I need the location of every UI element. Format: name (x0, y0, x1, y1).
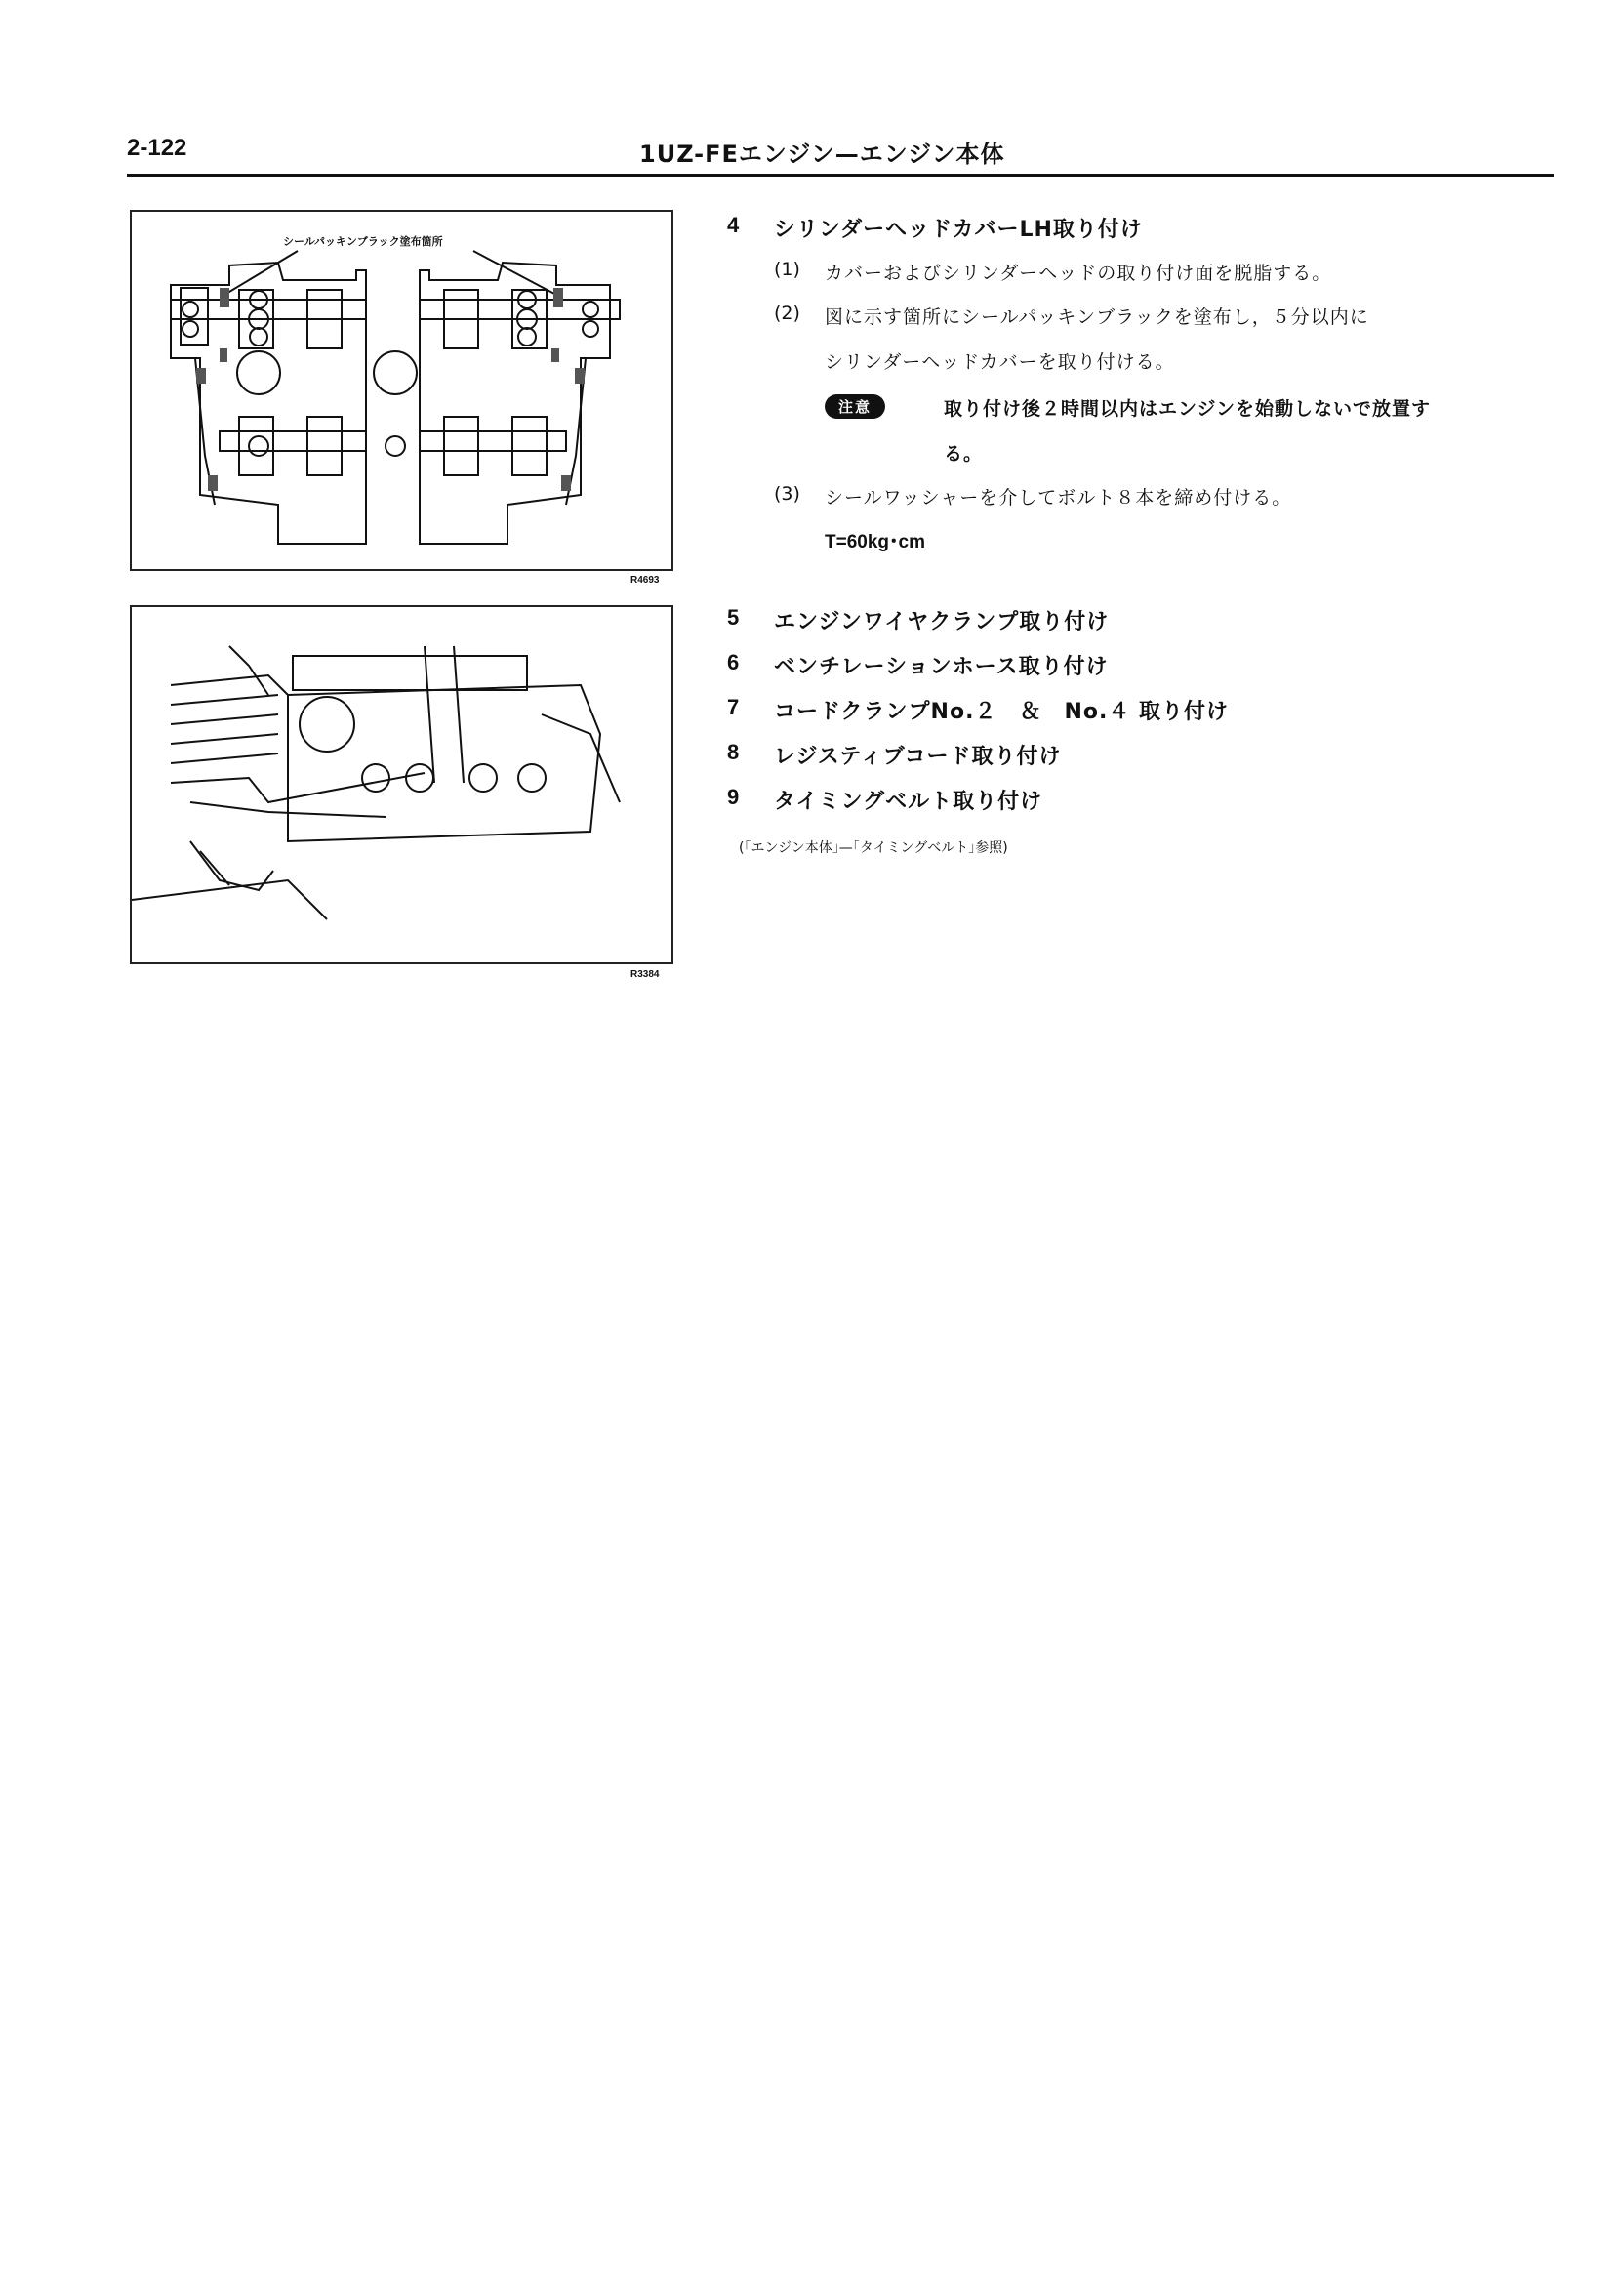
step-title: シリンダーヘッドカバーLH取り付け (774, 218, 1143, 242)
step-title: ベンチレーションホース取り付け (774, 655, 1109, 679)
header-rule (127, 174, 1554, 177)
reference-note: (｢エンジン本体｣—｢タイミングベルト｣参照) (739, 840, 1008, 856)
step-number: 7 (727, 695, 740, 719)
cylinder-head-diagram (132, 212, 671, 569)
engine-top-diagram (132, 607, 671, 962)
step-number: 9 (727, 785, 740, 809)
figure-callout-label: シールパッキンブラック塗布箇所 (283, 235, 443, 248)
step-title: コードクランプNo.２ ＆ No.４ 取り付け (774, 700, 1229, 724)
caution-badge: 注意 (825, 394, 885, 419)
step-number: 5 (727, 605, 740, 630)
caution-text-continued: る。 (944, 443, 984, 465)
page-number: 2-122 (127, 135, 187, 161)
substep-text: 図に示す箇所にシールパッキンブラックを塗布し，５分以内に (825, 306, 1369, 328)
step-title: エンジンワイヤクランプ取り付け (774, 610, 1110, 634)
substep-number: (3) (774, 483, 800, 505)
torque-spec: T=60kg･cm (825, 532, 925, 552)
substep-text: シリンダーヘッドカバーを取り付ける。 (825, 351, 1175, 373)
step-number: 6 (727, 650, 740, 674)
substep-text: シールワッシャーを介してボルト８本を締め付ける。 (825, 487, 1292, 509)
figure-code: R3384 (630, 969, 660, 980)
substep-text: カバーおよびシリンダーヘッドの取り付け面を脱脂する。 (825, 263, 1332, 284)
engine-wiring-figure (130, 605, 673, 964)
step-title: タイミングベルト取り付け (774, 790, 1043, 814)
figure-code: R4693 (630, 575, 660, 586)
sealant-application-figure (130, 210, 673, 571)
caution-text: 取り付け後２時間以内はエンジンを始動しないで放置す (944, 398, 1432, 420)
step-title: レジスティブコード取り付け (774, 745, 1062, 769)
step-number: 8 (727, 740, 740, 764)
substep-number: (1) (774, 259, 800, 280)
substep-number: (2) (774, 303, 800, 324)
page-header (127, 135, 1554, 174)
page-title: 1UZ-FEエンジン—エンジン本体 (639, 141, 1005, 168)
substep-2-continued (825, 347, 1175, 374)
step-number: 4 (727, 213, 740, 237)
